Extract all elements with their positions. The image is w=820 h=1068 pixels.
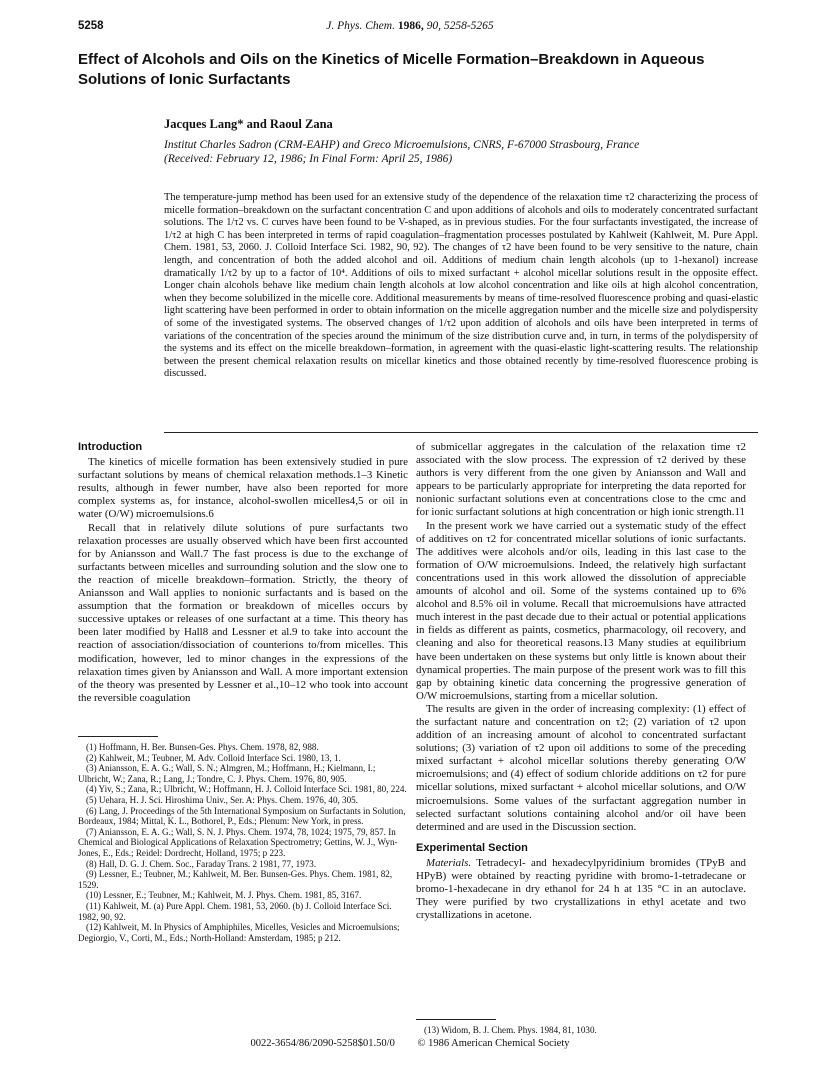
right-column	[416, 441, 746, 922]
reference: (8) Hall, D. G. J. Chem. Soc., Faraday Trans. 2 1981, 77, 1973.	[86, 858, 317, 869]
section-heading-introduction: Introduction	[78, 441, 143, 453]
footnote-rule-right	[416, 1019, 496, 1020]
reference: (7) Aniansson, E. A. G.; Wall, S. N. J. Phys. Chem. 1974, 78, 1024; 1975, 79, 857. In Chemical and Biological Applications of Relaxation Spectrometry; Gettins, W. J., Wyn-Jones, E., Eds.; Reidel: Dordrecht, Holland, 1975; p 223.	[78, 826, 398, 858]
left-column	[78, 441, 408, 705]
page-number: 5258	[78, 20, 104, 32]
reference: (10) Lessner, E.; Teubner, M.; Kahlweit, M. J. Phys. Chem. 1981, 85, 3167.	[86, 890, 362, 901]
paragraph: The kinetics of micelle formation has been extensively studied in pure surfactant solutions by means of chemical relaxation methods.1–3 Kinetic results, although in fewer number, have also been reported for more complex systems as, for instance, alcohol-swollen micelles4,5 or oil in water (O/W) microemulsions.6	[78, 456, 408, 521]
reference: (6) Lang, J. Proceedings of the 5th International Symposium on Surfactants in Solution, Bordeaux, 1984; Mittal, K. L., Bothorel, P., Eds.; Plenum: New York, in press.	[78, 805, 406, 827]
affiliation: Institut Charles Sadron (CRM-EAHP) and Greco Microemulsions, CNRS, F-67000 Strasbourg, France	[164, 139, 640, 151]
footer-copyright: © 1986 American Chemical Society	[417, 1038, 570, 1049]
page-footer	[0, 1038, 820, 1049]
reference: (9) Lessner, E.; Teubner, M.; Kahlweit, M. Ber. Bunsen-Ges. Phys. Chem. 1981, 82, 1529.	[78, 869, 393, 890]
paragraph	[416, 857, 746, 922]
abstract: The temperature-jump method has been used for an extensive study of the dependence of the relaxation time τ2 characterizing the process of micelle formation–breakdown on the surfactant concentration C and upon additions of alcohols and oils to moderately concentrated surfactant solutions. The 1/τ2 vs. C curves have been found to be V-shaped, as in previous studies. For the four surfactants investigated, the increase of 1/τ2 at high C has been interpreted in terms of rapid coagulation–fragmentation processes postulated by Kahlweit (Kahlweit, M. Pure Appl. Chem. 1981, 53, 2060. J. Colloid Interface Sci. 1982, 90, 92). The changes of τ2 have been found to be very sensitive to the nature, chain length, and concentration of both the added alcohol and oil. Additions of medium chain length alcohols (up to 1-hexanol) increase dramatically 1/τ2 by up to a factor of 10⁴. Additions of oils to mixed surfactant + alcohol micellar solutions result in the opposite effect. Longer chain alcohols behave like medium chain length alcohols at low alcohol concentration and like oils at high alcohol concentration, when they become solubilized in the micelle core. Additional measurements by means of time-resolved fluorescence probing and quasi-elastic light scattering have been performed in order to obtain information on the micelle aggregation number and the micelle size and polydispersity of some of the investigated systems. The observed changes of 1/τ2 upon addition of alcohols and oils have been interpreted in terms of variations of the concentration of the species around the minimum of the size distribution curve and, in turn, in terms of the polydispersity of the systems and its effect on the micelle breakdown–formation, in agreement with the quasi-elastic light-scattering results. The relationship between the present chemical relaxation results on micellar kinetics and those obtained recently by time-resolved fluorescence probing is discussed.	[164, 192, 758, 380]
reference: (5) Uehara, H. J. Sci. Hiroshima Univ., Ser. A: Phys. Chem. 1976, 40, 305.	[86, 794, 358, 805]
journal-volume-pages: 90, 5258-5265	[426, 20, 494, 32]
reference: (13) Widom, B. J. Chem. Phys. 1984, 81, 1030.	[424, 1025, 597, 1035]
received-dates: (Received: February 12, 1986; In Final Form: April 25, 1986)	[164, 153, 453, 165]
paragraph: The results are given in the order of increasing complexity: (1) effect of the surfactant nature and concentration on τ2; (2) variation of τ2 upon addition of an increasing amount of alcohol to concentrated surfactant solutions; (3) variation of τ2 upon oil additions to some of the preceding mixed surfactant + alcohol micellar solutions thereby generating O/W microemulsions; and (4) effect of sodium chloride additions on τ2 for pure micellar solutions, mixed surfactant + alcohol micellar solutions, and O/W microemulsions. Some values of the surfactant aggregation number in selected surfactant solutions containing alcohol and/or oil have been determined and are used in the Discussion section.	[416, 702, 746, 833]
reference: (2) Kahlweit, M.; Teubner, M. Adv. Colloid Interface Sci. 1980, 13, 1.	[86, 752, 341, 763]
references-right	[416, 1025, 746, 1036]
abstract-rule	[164, 432, 758, 433]
section-heading-experimental: Experimental Section	[416, 841, 528, 854]
paragraph: Recall that in relatively dilute solutions of pure surfactants two relaxation processes are usually observed which have been first accounted for by Aniansson and Wall.7 The fast process is due to the exchange of surfactants between micelles and surrounding solution and the slow one to the reaction of micelle breakdown–formation. Strictly, the theory of Aniansson and Wall applies to nonionic surfactants and is based on the assumption that the formation or breakdown of micelles occurs by successive uptakes or releases of one surfactant at a time. This theory has been later modified by Hall8 and Lessner et al.9 to take into account the reaction of association/dissociation of counterions to/from micelles. This modification, however, led to minor changes in the expressions of the relaxation times given by Aniansson and Wall. A more important extension of the theory was presented by Lessner et al.,10–12 who took into account the reversible coagulation	[78, 521, 408, 704]
reference: (4) Yiv, S.; Zana, R.; Ulbricht, W.; Hoffmann, H. J. Colloid Interface Sci. 1981, 80, 224.	[86, 784, 407, 795]
journal-name: J. Phys. Chem.	[326, 20, 395, 32]
paragraph: of submicellar aggregates in the calculation of the relaxation time τ2 associated with the slow process. The expression of τ2 derived by these authors is very different from the one given by Aniansson and Wall and appears to be particularly appropriate for interpreting the data reported for nonionic surfactant solutions even at concentrations close to the cmc and for ionic surfactant solutions at high concentration or high ionic strength.11	[416, 441, 746, 519]
running-header	[78, 20, 742, 36]
footer-code: 0022-3654/86/2090-5258$01.50/0	[250, 1038, 395, 1049]
reference: (3) Aniansson, E. A. G.; Wall, S. N.; Almgren, M.; Hoffmann, H.; Kielmann, I.; Ulbricht, W.; Zana, R.; Lang, J.; Tondre, C. J. Phys. Chem. 1976, 80, 905.	[78, 763, 376, 784]
paragraph: In the present work we have carried out a systematic study of the effect of additives on τ2 for concentrated micellar solutions of ionic surfactants. The additives were alcohols and/or oils, leading in this last case to the formation of O/W microemulsions. Indeed, the relatively high surfactant concentrations used in this work allowed the dissolution of appreciable amounts of alcohol and oil. Some of the systems contained up to 6% alcohol and 8.5% oil in volume. Recall that microemulsions have attracted much interest in the past decade due to their actual or potential applications in fields as different as paints, cosmetics, pharmacology, oil recovery, and cleaning and also for theoretical reasons.13 Many studies at equilibrium have been undertaken on these systems but only little is known about their dynamical properties. The main purpose of the present work was to fill this gap by obtaining kinetic data concerning the progressive generation of O/W microemulsions, starting from a micellar solution.	[416, 519, 746, 702]
journal-year: 1986,	[397, 20, 424, 32]
materials-label: Materials.	[426, 856, 472, 869]
reference: (12) Kahlweit, M. In Physics of Amphiphiles, Micelles, Vesicles and Microemulsions; Degiorgio, V., Corti, M., Eds.; North-Holland: Amsterdam, 1985; p 212.	[78, 922, 400, 943]
materials-text: Tetradecyl- and hexadecylpyridinium bromides (TPyB and HPyB) were obtained by reacting pyridine with bromo-1-tetradecane or bromo-1-hexadecane in dry ethanol for 24 h at 135 °C in an autoclave. They were purified by two crystallizations in ethyl acetate and two crystallizations in acetone.	[416, 856, 746, 922]
references-left	[78, 742, 408, 943]
journal-citation	[78, 20, 742, 32]
reference: (11) Kahlweit, M. (a) Pure Appl. Chem. 1981, 53, 2060. (b) J. Colloid Interface Sci. 1982, 90, 92.	[78, 900, 392, 922]
footnote-rule	[78, 736, 158, 737]
article-title: Effect of Alcohols and Oils on the Kinetics of Micelle Formation–Breakdown in Aqueous Solutions of Ionic Surfactants	[78, 51, 705, 88]
reference: (1) Hoffmann, H. Ber. Bunsen-Ges. Phys. Chem. 1978, 82, 988.	[86, 742, 319, 752]
authors: Jacques Lang* and Raoul Zana	[164, 117, 333, 131]
affiliation-block	[164, 138, 764, 166]
